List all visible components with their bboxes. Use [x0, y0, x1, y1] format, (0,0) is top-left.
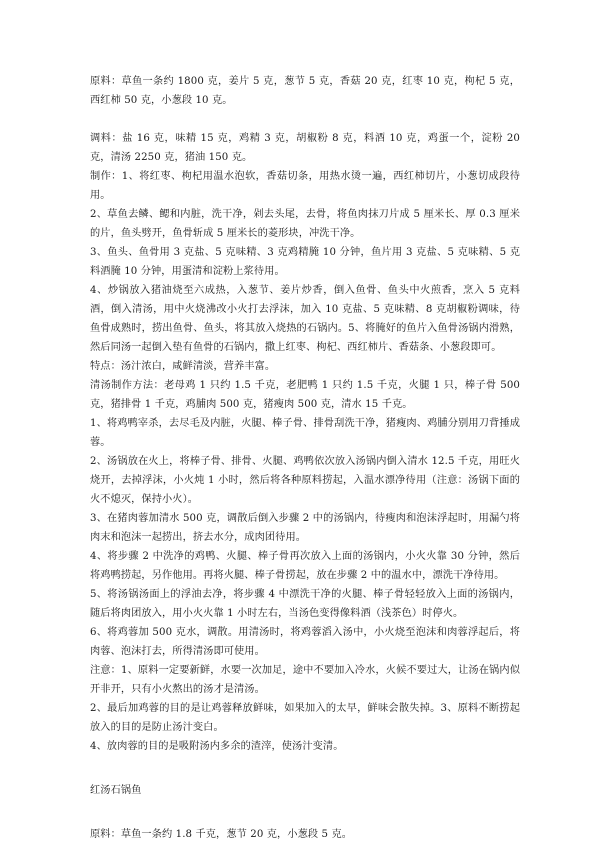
- stock-step-2: 2、汤锅放在火上，将棒子骨、排骨、火腿、鸡鸭依次放入汤锅内倒入清水 12.5 千克，用旺火烧开，去掉浮沫，小火炖 1 小时，然后将各种原料捞起，入温水漂净待用（注意：汤锅下面的火不熄灭，保持小火）。: [90, 456, 520, 505]
- spacer: [90, 756, 520, 781]
- recipe-body: [90, 72, 520, 844]
- stock-step-4: 4、将步骤 2 中洗净的鸡鸭、火腿、棒子骨再次放入上面的汤锅内，小火火靠 30 分钟，然后将鸡鸭捞起，另作他用。再将火腿、棒子骨捞起，放在步骤 2 中的温水中，漂洗干净待用。: [90, 551, 520, 581]
- method-step-3: 3、鱼头、鱼骨用 3 克盐、5 克味精、3 克鸡精腌 10 分钟，鱼片用 3 克盐、5 克味精、5 克料酒腌 10 分钟，用蛋清和淀粉上浆待用。: [90, 247, 520, 277]
- spacer: [90, 110, 520, 129]
- stock-step-5: 5、将汤锅汤面上的浮油去净，将步骤 4 中漂洗干净的火腿、棒子骨轻轻放入上面的汤锅内，随后将肉团放入，用小火火靠 1 小时左右，当汤色变得像料酒（浅茶色）时停火。: [90, 589, 520, 619]
- stock-step-1: 1、将鸡鸭宰杀，去尽毛及内脏，火腿、棒子骨、排骨刮洗干净，猪瘦肉、鸡脯分别用刀背捶成蓉。: [90, 418, 520, 448]
- spacer: [90, 800, 520, 825]
- method-step-2: 2、草鱼去鳞、鳃和内脏，洗干净，剁去头尾，去骨，将鱼肉抹刀片成 5 厘米长、厚 0.3 厘米的片，鱼头劈开，鱼骨斩成 5 厘米长的菱形块，冲洗干净。: [90, 209, 520, 239]
- second-recipe-ingredients: 原料：草鱼一条约 1.8 千克，葱节 20 克，小葱段 5 克。: [90, 829, 353, 840]
- features-paragraph: 特点：汤汁浓白，咸鲜清淡，营养丰富。: [90, 361, 276, 372]
- method-step-4-5: 4、炒锅放入猪油烧至六成热，入葱节、姜片炒香，倒入鱼骨、鱼头中火煎香，烹入 5 克料酒，倒入清汤，用中火烧沸改小火打去浮沫，加入 10 克盐、5 克味精、8 克胡椒粉调味，待鱼骨成熟时，捞出鱼骨、鱼头，将其放入烧热的石锅内。5、将腌好的鱼片入鱼骨汤锅内滑熟，然后同汤一起倒入垫有鱼骨的石锅内，撒上红枣、枸杞、西红柿片、香菇条、小葱段即可。: [90, 285, 520, 353]
- stock-step-6: 6、将鸡蓉加 500 克水，调散。用清汤时，将鸡蓉滔入汤中，小火烧至泡沫和肉蓉浮起后，将肉蓉、泡沫打去，所得清汤即可使用。: [90, 627, 520, 657]
- stock-intro-paragraph: 清汤制作方法：老母鸡 1 只约 1.5 千克，老肥鸭 1 只约 1.5 千克，火腿 1 只，棒子骨 500 克，猪排骨 1 千克，鸡脯肉 500 克，猪瘦肉 500 克，清水 15 千克。: [90, 380, 520, 410]
- stock-step-3: 3、在猪肉蓉加清水 500 克，调散后倒入步骤 2 中的汤锅内，待瘦肉和泡沫浮起时，用漏勺将肉末和泡沫一起捞出，挤去水分，成肉团待用。: [90, 513, 520, 543]
- second-recipe-title: 红汤石锅鱼: [90, 785, 142, 796]
- note-2-3: 2、最后加鸡蓉的目的是让鸡蓉释放鲜味，如果加入的太早，鲜味会散失掉。3、原料不断捞起放入的目的是防止汤汁变白。: [90, 703, 520, 733]
- seasoning-paragraph: 调料：盐 16 克，味精 15 克，鸡精 3 克，胡椒粉 8 克，料酒 10 克，鸡蛋一个，淀粉 20 克，清汤 2250 克，猪油 150 克。: [90, 133, 520, 163]
- ingredients-paragraph: 原料：草鱼一条约 1800 克，姜片 5 克，葱节 5 克，香菇 20 克，红枣 10 克，枸杞 5 克，西红柿 50 克，小葱段 10 克。: [90, 76, 520, 106]
- method-step-1: 制作：1、将红枣、枸杞用温水泡软，香菇切条，用热水烫一遍，西红柿切片，小葱切成段待用。: [90, 171, 520, 201]
- note-1: 注意：1、原料一定要新鲜，水要一次加足，途中不要加入冷水，火候不要过大，让汤在锅内似开非开，只有小火熬出的汤才是清汤。: [90, 665, 520, 695]
- note-4: 4、放肉蓉的目的是吸附汤内多余的渣滓，使汤汁变清。: [90, 741, 344, 752]
